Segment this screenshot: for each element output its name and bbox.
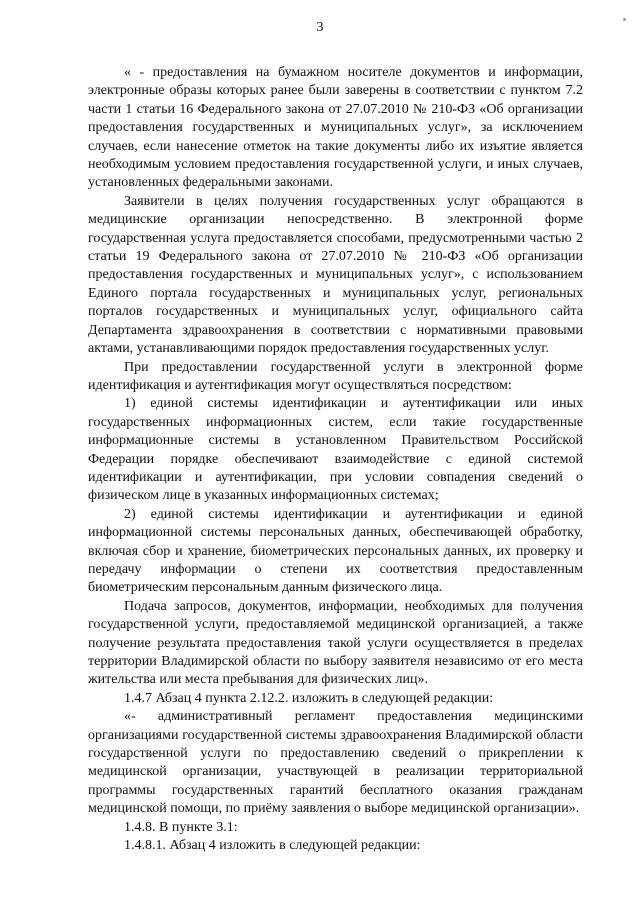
page-number: 3 <box>316 20 324 35</box>
paragraph-2: Заявители в целях получения государственных услуг обращаются в медицинские организации непосредственно. В электронной форме государственная услуга предоставляется способами, предусмотренными частью 2 статьи 19 Федерального закона от 27.07.2010 № 210-ФЗ «Об организации предоставления государственных и муниципальных услуг», с использованием Единого портала государственных и муниципальных услуг, региональных порталов государственных и муниципальных услуг, официального сайта Департамента здравоохранения в соответствии с нормативными правовыми актами, устанавливающими порядок предоставления государственных услуг. <box>88 193 583 357</box>
paragraph-6: Подача запросов, документов, информации, необходимых для получения государственной услуги, предоставляемой медицинской организацией, а также получение результата предоставления такой услуги осуществляется в пределах территории Владимирской области по выбору заявителя независимо от его места жительства или места пребывания для физических лиц». <box>88 598 583 688</box>
paragraph-5: 2) единой системы идентификации и аутентификации и единой информационной системы персональных данных, обеспечивающей обработку, включая сбор и хранение, биометрических персональных данных, их проверку и передачу информации о степени их соответствия предоставленным биометрическим персональным данным физического лица. <box>88 506 583 596</box>
document-body <box>88 64 583 855</box>
paragraph-3: При предоставлении государственной услуги в электронной форме идентификация и аутентификация могут осуществляться посредством: <box>88 359 583 393</box>
paragraph-8: «- административный регламент предоставления медицинскими организациями государственной системы здравоохранения Владимирской области государственной услуги по предоставлению сведений о прикреплении к медицинской организации, участвующей в реализации территориальной программы государственных гарантий бесплатного оказания гражданам медицинской помощи, по приёму заявления о выборе медицинской организации». <box>88 709 583 817</box>
paragraph-7: 1.4.7 Абзац 4 пункта 2.12.2. изложить в следующей редакции: <box>124 690 494 706</box>
paragraph-1: « - предоставления на бумажном носителе документов и информации, электронные образы которых ранее были заверены в соответствии с пунктом 7.2 части 1 статьи 16 Федерального закона от 27.07.2010 № 210-ФЗ «Об организации предоставления государственных и муниципальных услуг», за исключением случаев, если нанесение отметок на такие документы либо их изъятие является необходимым условием предоставления государственной услуги, и иных случаев, установленных федеральными законами. <box>88 65 583 191</box>
paragraph-4: 1) единой системы идентификации и аутентификации или иных государственных информационных систем, если такие государственные информационные системы в установленном Правительством Российской Федерации порядке обеспечивают взаимодействие с единой системой идентификации и аутентификации, при условии совпадения сведений о физическом лице в указанных информационных системах; <box>88 396 583 504</box>
paragraph-10: 1.4.8.1. Абзац 4 изложить в следующей редакции: <box>124 838 421 854</box>
paragraph-9: 1.4.8. В пункте 3.1: <box>124 819 238 835</box>
